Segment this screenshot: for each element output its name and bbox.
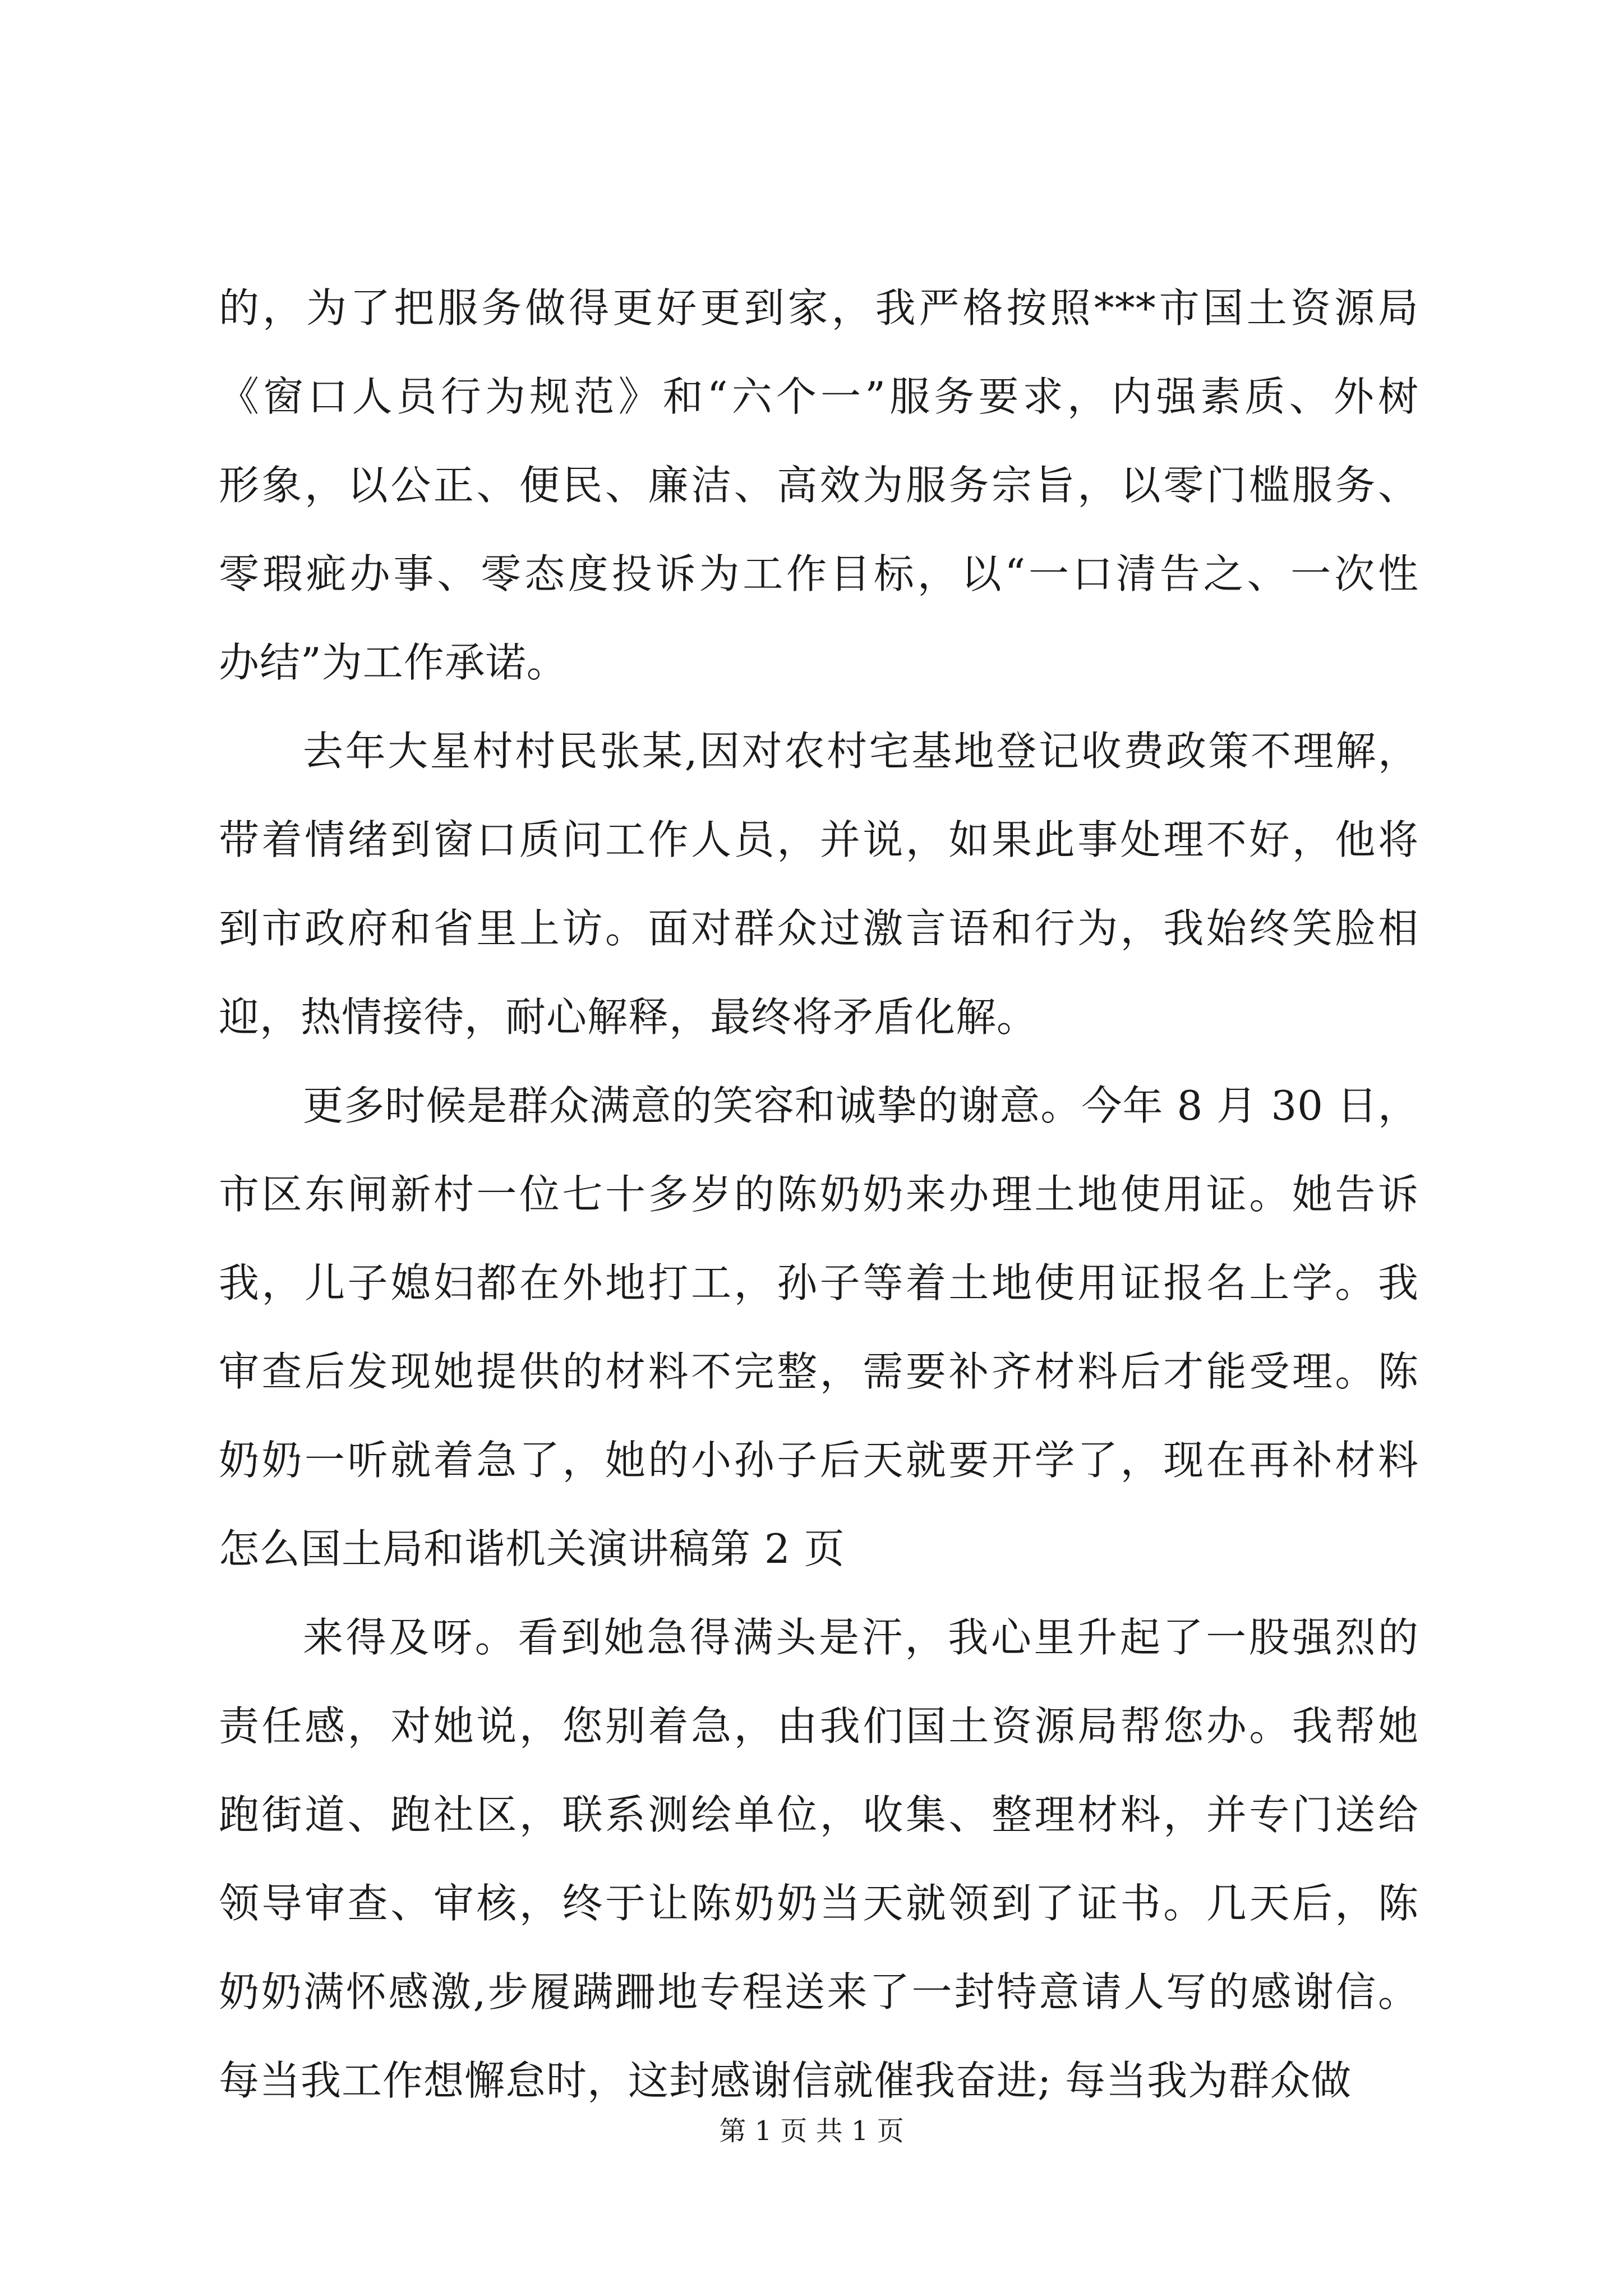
text-line: 零瑕疵办事、零态度投诉为工作目标，以“一口清告之、一次性 (219, 550, 1419, 597)
text-line: 到市政府和省里上访。面对群众过激言语和行为，我始终笑脸相 (219, 905, 1419, 952)
text-line: 迎，热情接待，耐心解释，最终将矛盾化解。 (219, 993, 1038, 1041)
text-line: 《窗口人员行为规范》和“六个一”服务要求，内强素质、外树 (219, 373, 1419, 420)
text-line: 带着情绪到窗口质问工作人员，并说，如果此事处理不好，他将 (219, 816, 1419, 863)
text-line: 奶奶满怀感激,步履蹒跚地专程送来了一封特意请人写的感谢信。 (219, 1968, 1419, 2016)
text-line: 形象，以公正、便民、廉洁、高效为服务宗旨，以零门槛服务、 (219, 462, 1419, 509)
text-line: 责任感，对她说，您别着急，由我们国土资源局帮您办。我帮她 (219, 1703, 1419, 1750)
document-body (219, 264, 1419, 2125)
text-line: 领导审查、审核，终于让陈奶奶当天就领到了证书。几天后，陈 (219, 1880, 1419, 1927)
text-line: 市区东闸新村一位七十多岁的陈奶奶来办理土地使用证。她告诉 (219, 1171, 1419, 1218)
text-line: 的，为了把服务做得更好更到家，我严格按照***市国土资源局 (219, 284, 1419, 332)
text-line: 跑街道、跑社区，联系测绘单位，收集、整理材料，并专门送给 (219, 1791, 1419, 1838)
text-line: 来得及呀。看到她急得满头是汗，我心里升起了一股强烈的 (303, 1614, 1419, 1661)
text-line: 更多时候是群众满意的笑容和诚挚的谢意。今年 8 月 30 日， (303, 1082, 1419, 1129)
text-line: 审查后发现她提供的材料不完整，需要补齐材料后才能受理。陈 (219, 1348, 1419, 1395)
text-line: 每当我工作想懈怠时，这封感谢信就催我奋进; 每当我为群众做 (219, 2057, 1352, 2104)
text-line: 怎么国土局和谐机关演讲稿第 2 页 (219, 1525, 845, 1572)
page-number-footer: 第 1 页 共 1 页 (719, 2115, 904, 2147)
text-line: 办结”为工作承诺。 (219, 639, 568, 686)
text-line: 奶奶一听就着急了，她的小孙子后天就要开学了，现在再补材料 (219, 1437, 1419, 1484)
text-line: 我，儿子媳妇都在外地打工，孙子等着土地使用证报名上学。我 (219, 1259, 1419, 1306)
text-line: 去年大星村村民张某,因对农村宅基地登记收费政策不理解， (303, 728, 1419, 775)
